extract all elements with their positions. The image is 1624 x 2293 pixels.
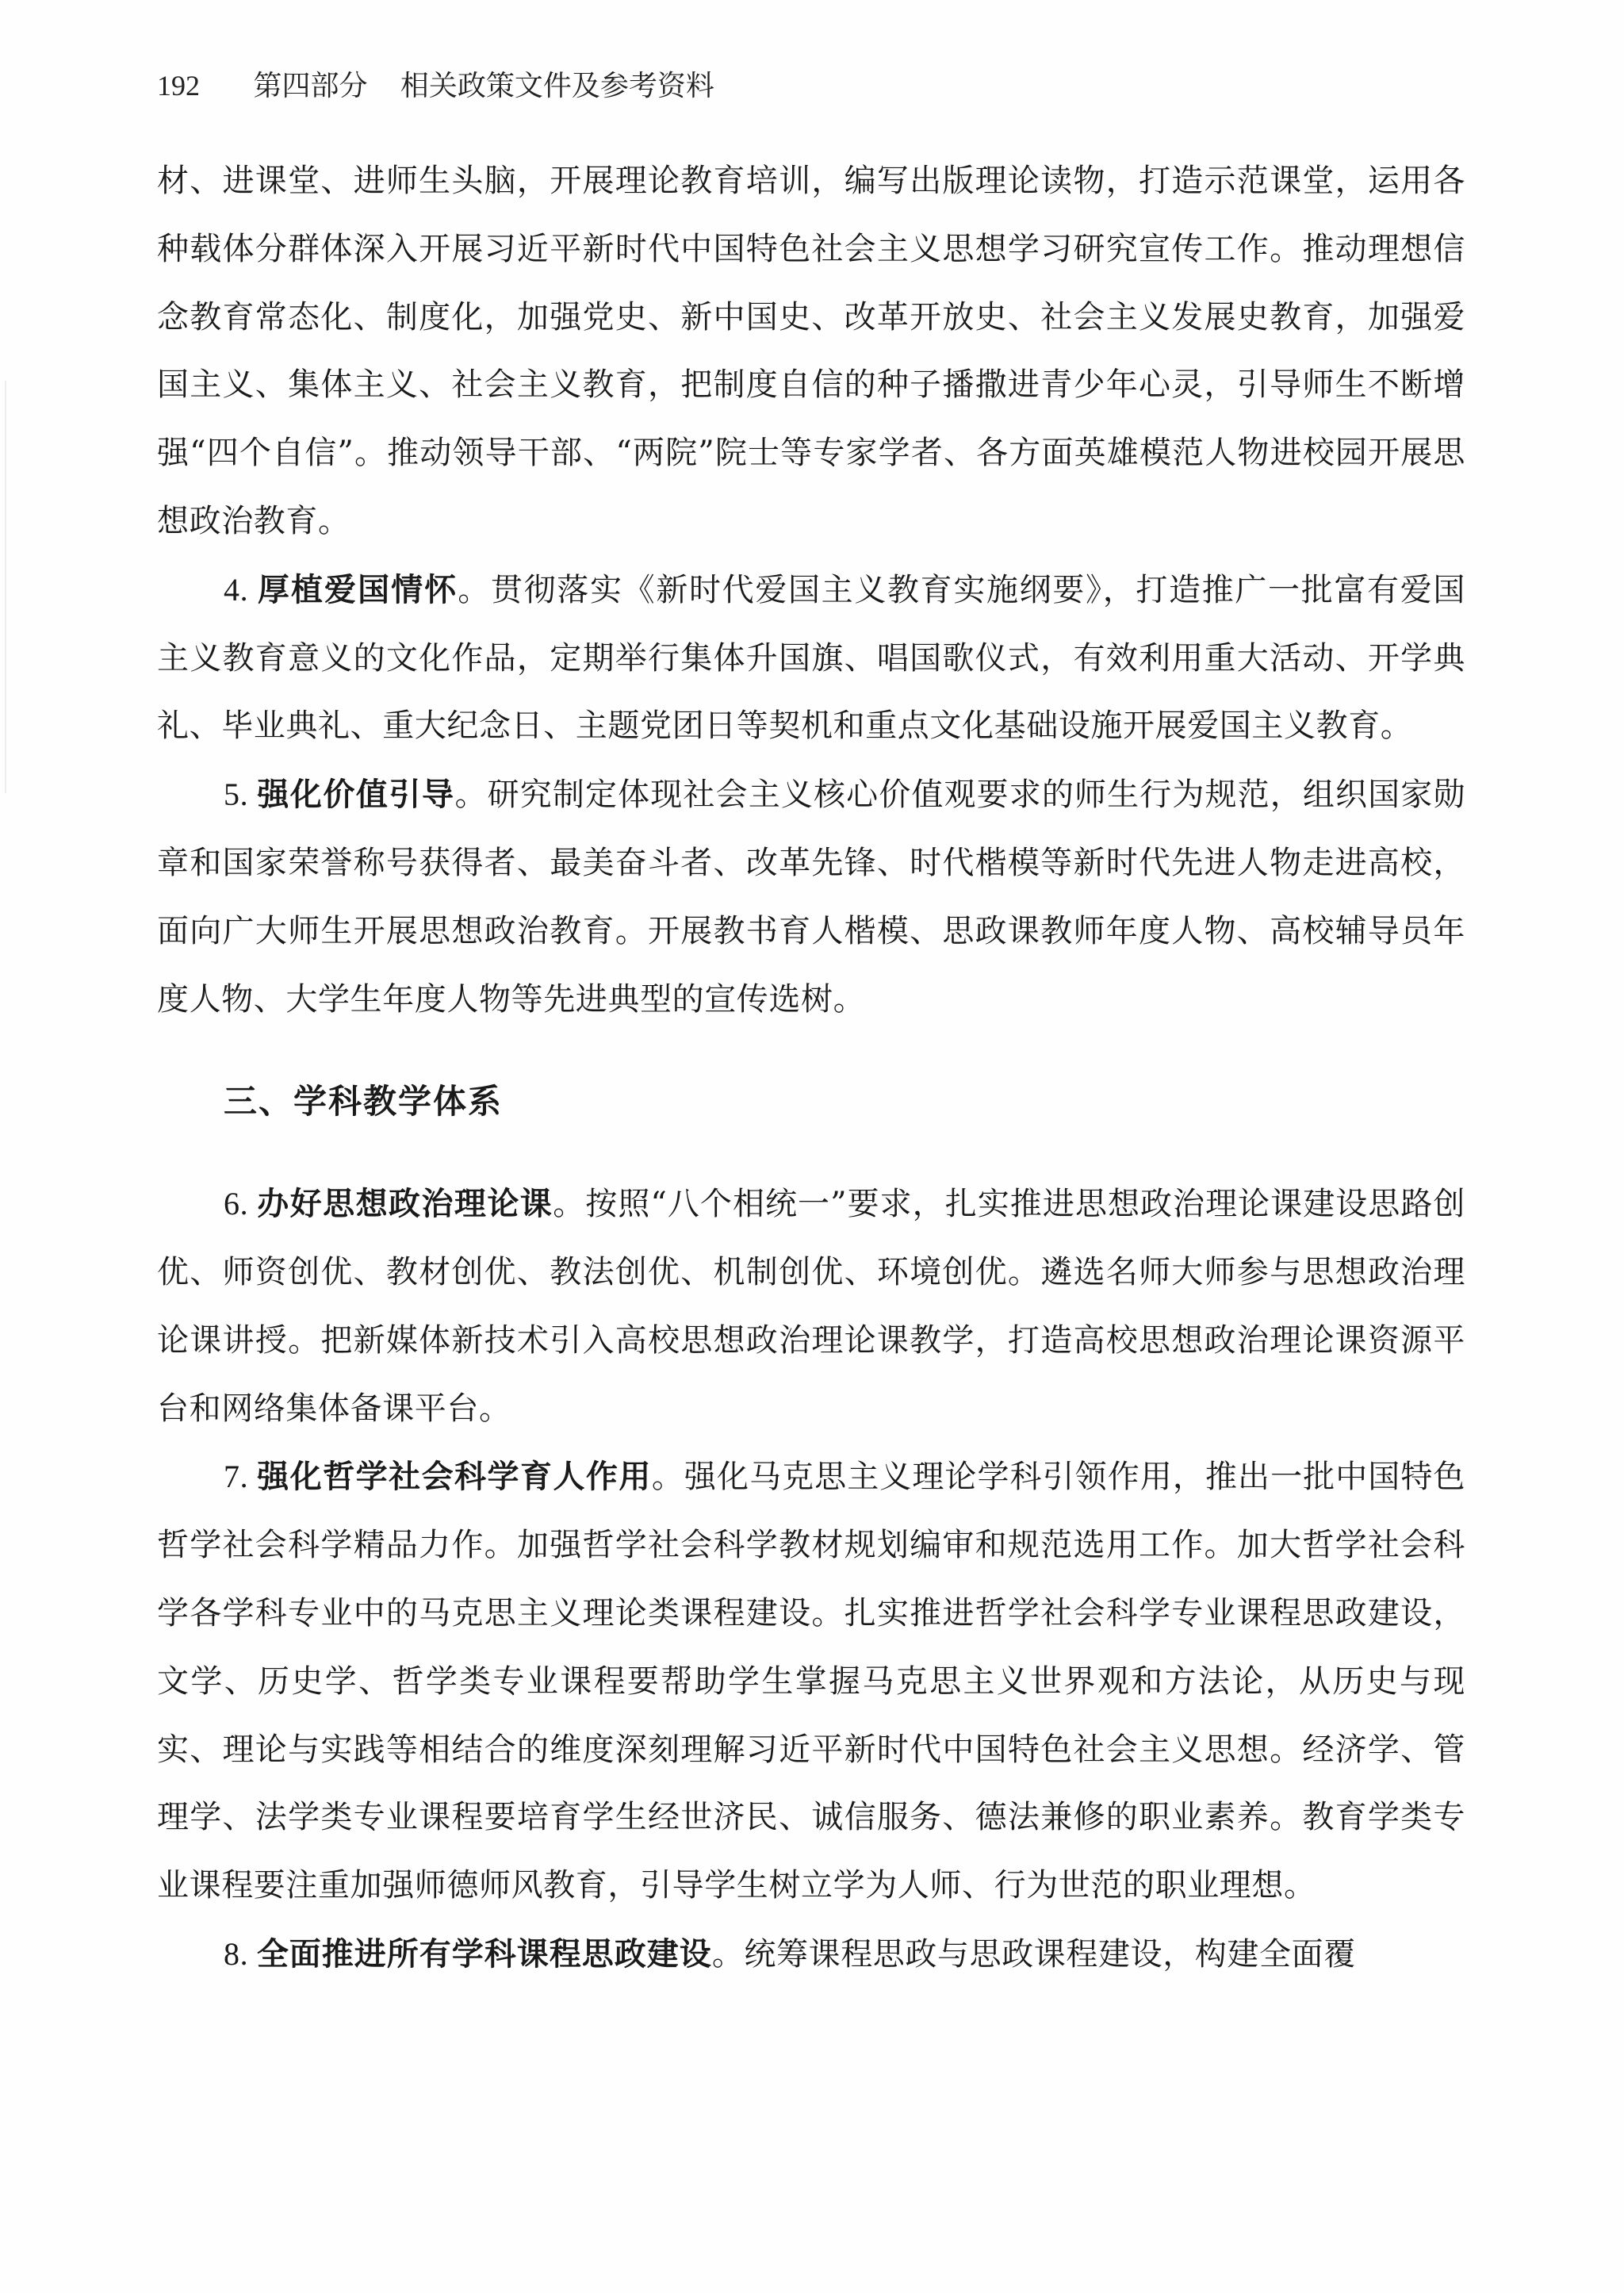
paragraph-heading: 办好思想政治理论课 bbox=[257, 1186, 553, 1223]
running-head bbox=[157, 65, 714, 107]
part-label: 第四部分 bbox=[253, 70, 368, 102]
paragraph-number: 7. bbox=[224, 1459, 258, 1495]
paragraph-5 bbox=[157, 761, 1465, 1033]
paragraph-number: 5. bbox=[224, 776, 258, 813]
paragraph-body: 。统筹课程思政与思政课程建设，构建全面覆 bbox=[711, 1935, 1356, 1973]
paragraph-body: 。强化马克思主义理论学科引领作用，推出一批中国特色哲学社会科学精品力作。加强哲学社会科学教材规划编审和规范选用工作。加大哲学社会科学各学科专业中的马克思主义理论类课程建设。扎实推进哲学社会科学专业课程思政建设，文学、历史学、哲学类专业课程要帮助学生掌握马克思主义世界观和方法论，从历史与现实、理论与实践等相结合的维度深刻理解习近平新时代中国特色社会主义思想。经济学、管理学、法学类专业课程要培育学生经世济民、诚信服务、德法兼修的职业素养。教育学类专业课程要注重加强师德师风教育，引导学生树立学为人师、行为世范的职业理想。 bbox=[157, 1459, 1465, 1904]
paragraph-8 bbox=[157, 1920, 1465, 1989]
paragraph-number: 8. bbox=[224, 1935, 257, 1972]
paragraph-body: 。研究制定体现社会主义核心价值观要求的师生行为规范，组织国家勋章和国家荣誉称号获得者、最美奋斗者、改革先锋、时代楷模等新时代先进人物走进高校，面向广大师生开展思想政治教育。开展教书育人楷模、思政课教师年度人物、高校辅导员年度人物、大学生年度人物等先进典型的宣传选树。 bbox=[157, 776, 1466, 1018]
paragraph-body: 。按照“八个相统一”要求，扎实推进思想政治理论课建设思路创优、师资创优、教材创优、教法创优、机制创优、环境创优。遴选名师大师参与思想政治理论课讲授。把新媒体新技术引入高校思想政治理论课教学，打造高校思想政治理论课资源平台和网络集体备课平台。 bbox=[157, 1186, 1465, 1427]
paragraph-number: 4. bbox=[224, 571, 258, 608]
paragraph-continuation: 材、进课堂、进师生头脑，开展理论教育培训，编写出版理论读物，打造示范课堂，运用各种载体分群体深入开展习近平新时代中国特色社会主义思想学习研究宣传工作。推动理想信念教育常态化、制度化，加强党史、新中国史、改革开放史、社会主义发展史教育，加强爱国主义、集体主义、社会主义教育，把制度自信的种子播撒进青少年心灵，引导师生不断增强“四个自信”。推动领导干部、“两院”院士等专家学者、各方面英雄模范人物进校园开展思想政治教育。 bbox=[157, 163, 1465, 539]
body-text bbox=[157, 148, 1465, 1989]
paragraph-heading: 厚植爱国情怀 bbox=[257, 571, 458, 608]
section-heading: 三、学科教学体系 bbox=[224, 1082, 504, 1122]
part-title: 相关政策文件及参考资料 bbox=[400, 70, 714, 102]
paragraph-heading: 强化价值引导 bbox=[257, 776, 455, 814]
paragraph-7 bbox=[157, 1443, 1465, 1920]
paragraph-number: 6. bbox=[224, 1186, 258, 1222]
paragraph-heading: 强化哲学社会科学育人作用 bbox=[257, 1459, 652, 1496]
paragraph-body: 。贯彻落实《新时代爱国主义教育实施纲要》，打造推广一批富有爱国主义教育意义的文化作品，定期举行集体升国旗、唱国歌仪式，有效利用重大活动、开学典礼、毕业典礼、重大纪念日、主题党团日等契机和重点文化基础设施开展爱国主义教育。 bbox=[157, 571, 1465, 745]
page-number: 192 bbox=[157, 70, 200, 102]
paragraph-4 bbox=[157, 556, 1465, 761]
paragraph-heading: 全面推进所有学科课程思政建设 bbox=[256, 1935, 712, 1973]
paragraph-6 bbox=[157, 1170, 1465, 1443]
scan-margin-shadow bbox=[5, 381, 6, 793]
